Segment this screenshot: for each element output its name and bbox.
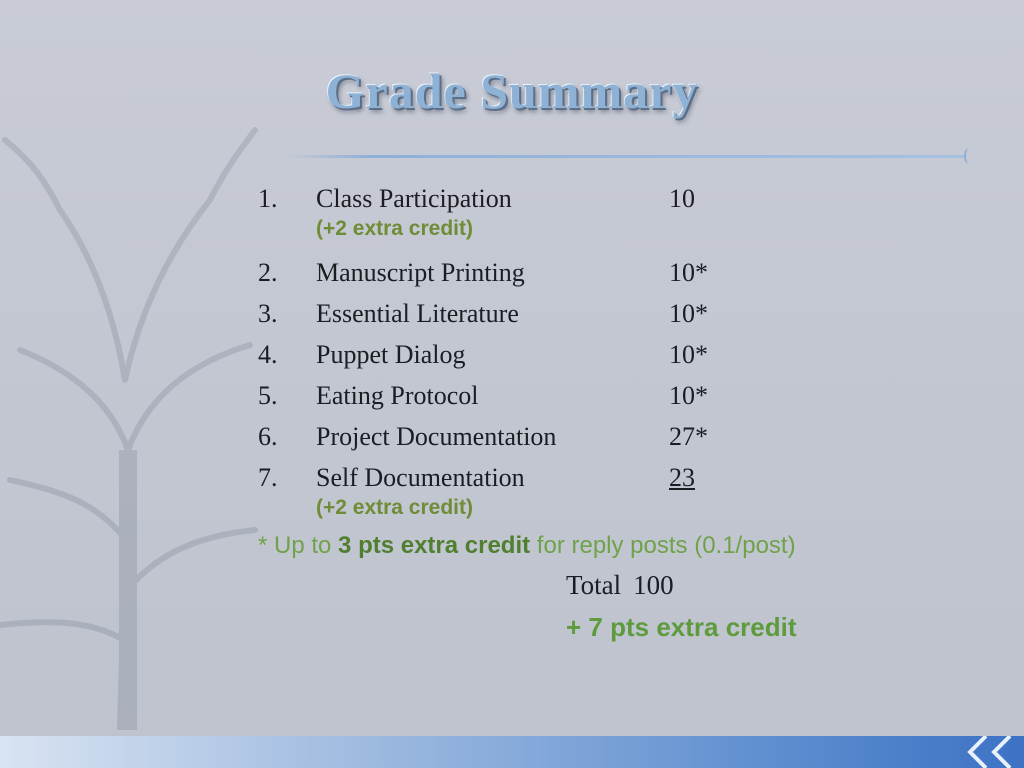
tree-watermark	[0, 120, 260, 730]
item-number: 1.	[258, 184, 278, 213]
total-value: 100	[633, 570, 674, 600]
chevron-left-icon	[966, 736, 990, 768]
item-extra-credit: (+2 extra credit)	[316, 496, 473, 519]
extra-credit-footnote	[258, 532, 796, 560]
item-label: Project Documentation	[316, 422, 557, 451]
item-number: 5.	[258, 381, 278, 410]
slide-title: Grade Summary	[325, 63, 699, 119]
footnote-prefix: * Up to	[258, 532, 339, 559]
grade-list	[258, 184, 958, 537]
item-points: 10	[669, 184, 695, 213]
footnote-suffix: for reply posts (0.1/post)	[530, 532, 796, 559]
footnote-bold: 3 pts extra credit	[338, 532, 531, 559]
item-number: 3.	[258, 299, 278, 328]
item-label: Puppet Dialog	[316, 340, 466, 369]
list-item	[258, 299, 958, 340]
item-label: Self Documentation	[316, 463, 525, 492]
total-label: Total	[566, 570, 622, 600]
item-label: Manuscript Printing	[316, 258, 525, 287]
title-divider	[288, 155, 964, 158]
item-label: Eating Protocol	[316, 381, 479, 410]
chevron-left-icon	[990, 736, 1014, 768]
item-points: 23	[669, 463, 695, 492]
item-label: Essential Literature	[316, 299, 519, 328]
list-item	[258, 381, 958, 422]
total-line	[566, 570, 674, 601]
item-label: Class Participation	[316, 184, 512, 213]
item-number: 6.	[258, 422, 278, 451]
item-extra-credit: (+2 extra credit)	[316, 217, 473, 240]
item-points: 10*	[669, 299, 708, 328]
list-item	[258, 184, 958, 258]
bottom-accent-bar	[0, 736, 1024, 768]
list-item	[258, 422, 958, 463]
item-points: 27*	[669, 422, 708, 451]
title-divider-end	[964, 148, 974, 164]
item-points: 10*	[669, 340, 708, 369]
item-points: 10*	[669, 258, 708, 287]
item-number: 7.	[258, 463, 278, 492]
list-item	[258, 258, 958, 299]
item-number: 2.	[258, 258, 278, 287]
list-item	[258, 463, 958, 537]
item-number: 4.	[258, 340, 278, 369]
list-item	[258, 340, 958, 381]
total-extra-credit: + 7 pts extra credit	[566, 612, 797, 642]
item-points: 10*	[669, 381, 708, 410]
